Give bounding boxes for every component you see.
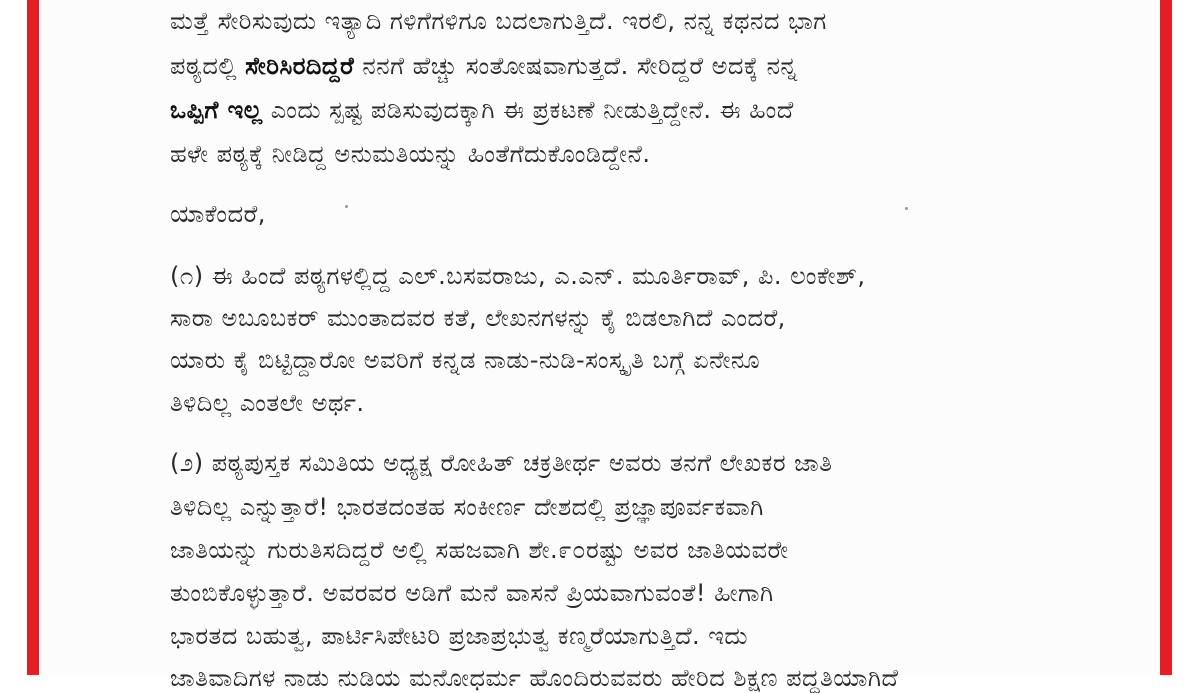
paragraph-3-line-5: ಭಾರತದ ಬಹುತ್ವ, ಪಾರ್ಟಿಸಿಪೇಟರಿ ಪ್ರಜಾಪ್ರಭುತ್ವ ಕಣ್ಮರೆಯಾಗುತ್ತಿದೆ. ಇದು (170, 622, 749, 650)
section-heading: ಯಾಕೆಂದರೆ, (170, 200, 266, 228)
bold-phrase-no-consent: ಒಪ್ಪಿಗೆ ಇಲ್ಲ (170, 96, 263, 124)
bold-phrase-not-included: ಸೇರಿಸಿರದಿದ್ದರೆ (245, 52, 355, 80)
scan-speck (905, 207, 908, 210)
scan-speck (345, 205, 348, 208)
red-border-left (27, 0, 39, 675)
paragraph-3-line-1: (೨) ಪಠ್ಯಪುಸ್ತಕ ಸಮಿತಿಯ ಅಧ್ಯಕ್ಷ ರೋಹಿತ್ ಚಕ್ರತೀರ್ಥ ಅವರು ತನಗೆ ಲೇಖಕರ ಜಾತಿ (170, 449, 833, 477)
text-segment: ಪಠ್ಯದಲ್ಲಿ (170, 52, 246, 80)
paragraph-2-line-3: ಯಾರು ಕೈ ಬಿಟ್ಟಿದ್ದಾರೋ ಅವರಿಗೆ ಕನ್ನಡ ನಾಡು-ನುಡಿ-ಸಂಸ್ಕೃತಿ ಬಗ್ಗೆ ಏನೇನೂ (170, 346, 761, 374)
paragraph-3-line-2: ತಿಳಿದಿಲ್ಲ ಎನ್ನುತ್ತಾರೆ! ಭಾರತದಂತಹ ಸಂಕೀರ್ಣ ದೇಶದಲ್ಲಿ ಪ್ರಜ್ಞಾಪೂರ್ವಕವಾಗಿ (170, 493, 764, 521)
paragraph-1-line-4: ಹಳೇ ಪಠ್ಯಕ್ಕೆ ನೀಡಿದ್ದ ಅನುಮತಿಯನ್ನು ಹಿಂತೆಗೆದುಕೊಂಡಿದ್ದೇನೆ. (170, 140, 651, 168)
red-border-right (1160, 0, 1172, 675)
paragraph-2-line-4: ತಿಳಿದಿಲ್ಲ ಎಂತಲೇ ಅರ್ಥ. (170, 389, 365, 417)
paragraph-1-line-3 (170, 95, 794, 125)
paragraph-2-line-1: (೧) ಈ ಹಿಂದೆ ಪಠ್ಯಗಳಲ್ಲಿದ್ದ ಎಲ್.ಬಸವರಾಜು, ಎ.ಎನ್. ಮೂರ್ತಿರಾವ್, ಪಿ. ಲಂಕೇಶ್, (170, 262, 866, 290)
paragraph-3-line-4: ತುಂಬಿಕೊಳ್ಳುತ್ತಾರೆ. ಅವರವರ ಅಡಿಗೆ ಮನೆ ವಾಸನೆ ಪ್ರಿಯವಾಗುವಂತೆ! ಹೀಗಾಗಿ (170, 579, 774, 607)
paragraph-1-line-2 (170, 51, 798, 81)
paragraph-2-line-2: ಸಾರಾ ಅಬೂಬಕರ್ ಮುಂತಾದವರ ಕತೆ, ಲೇಖನಗಳನ್ನು ಕೈ ಬಿಡಲಾಗಿದೆ ಎಂದರೆ, (170, 304, 786, 332)
paragraph-3-line-6-cut-off: ಜಾತಿವಾದಿಗಳ ನಾಡು ನುಡಿಯ ಮನೋಧರ್ಮ ಹೊಂದಿರುವವರು ಹೇರಿದ ಶಿಕ್ಷಣ ಪದ್ಧತಿಯಾಗಿದೆ (170, 664, 899, 692)
scanned-document-page (40, 0, 1160, 692)
text-segment: ಎಂದು ಸ್ಪಷ್ಟ ಪಡಿಸುವುದಕ್ಕಾಗಿ ಈ ಪ್ರಕಟಣೆ ನೀಡುತ್ತಿದ್ದೇನೆ. ಈ ಹಿಂದೆ (262, 96, 794, 124)
paragraph-1-line-1: ಮತ್ತೆ ಸೇರಿಸುವುದು ಇತ್ಯಾದಿ ಗಳಿಗೆಗಳಿಗೂ ಬದಲಾಗುತ್ತಿದೆ. ಇರಲಿ, ನನ್ನ ಕಥನದ ಭಾಗ (170, 7, 827, 35)
paragraph-3-line-3: ಜಾತಿಯನ್ನು ಗುರುತಿಸದಿದ್ದರೆ ಅಲ್ಲಿ ಸಹಜವಾಗಿ ಶೇ.೯೦ರಷ್ಟು ಅವರ ಜಾತಿಯವರೇ (170, 536, 789, 564)
text-segment: ನನಗೆ ಹೆಚ್ಚು ಸಂತೋಷವಾಗುತ್ತದೆ. ಸೇರಿದ್ದರೆ ಅದಕ್ಕೆ ನನ್ನ (354, 52, 798, 80)
